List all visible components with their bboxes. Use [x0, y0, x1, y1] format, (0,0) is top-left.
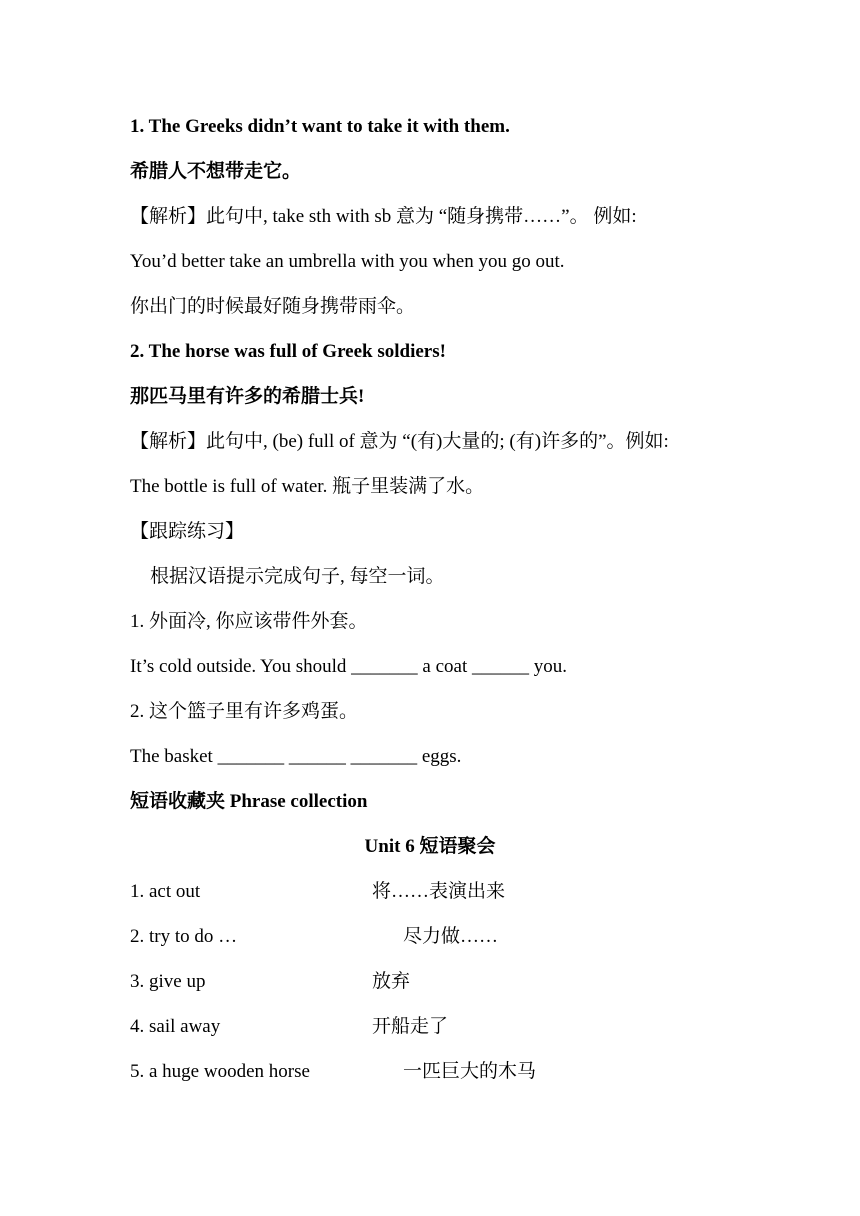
sentence-2-english: 2. The horse was full of Greek soldiers!	[130, 341, 446, 362]
sentence-2-analysis: 【解析】此句中, (be) full of 意为 “(有)大量的; (有)许多的”。例如:	[130, 431, 669, 452]
phrase-row	[130, 1012, 449, 1042]
phrase-row	[130, 922, 499, 952]
phrase-english: 5. a huge wooden horse	[130, 1061, 310, 1082]
phrase-collection-heading: 短语收藏夹 Phrase collection	[130, 791, 368, 812]
phrase-english: 4. sail away	[130, 1016, 221, 1037]
unit-title: Unit 6 短语聚会	[364, 836, 496, 857]
practice-question-1-chinese: 1. 外面冷, 你应该带件外套。	[130, 611, 368, 632]
phrase-row	[130, 877, 506, 907]
phrase-chinese: 尽力做……	[403, 926, 499, 947]
phrase-row	[130, 1057, 537, 1087]
phrase-row	[130, 967, 411, 997]
practice-instruction: 根据汉语提示完成句子, 每空一词。	[150, 566, 445, 587]
phrase-english: 1. act out	[130, 881, 201, 902]
phrase-chinese: 放弃	[372, 971, 411, 992]
phrase-chinese: 将……表演出来	[372, 881, 506, 902]
practice-question-2-chinese: 2. 这个篮子里有许多鸡蛋。	[130, 701, 359, 722]
phrase-english: 2. try to do …	[130, 926, 238, 947]
sentence-1-analysis: 【解析】此句中, take sth with sb 意为 “随身携带……”。 例如:	[130, 206, 637, 227]
sentence-1-example-chinese: 你出门的时候最好随身携带雨伞。	[130, 296, 416, 317]
sentence-1-example-english: You’d better take an umbrella with you when you go out.	[130, 251, 565, 272]
practice-question-2-english: The basket _______ ______ _______ eggs.	[130, 746, 462, 767]
sentence-2-example: The bottle is full of water. 瓶子里装满了水。	[130, 476, 485, 497]
sentence-1-chinese: 希腊人不想带走它。	[130, 161, 302, 182]
practice-question-1-english: It’s cold outside. You should _______ a coat ______ you.	[130, 656, 567, 677]
phrase-chinese: 一匹巨大的木马	[403, 1061, 537, 1082]
sentence-2-chinese: 那匹马里有许多的希腊士兵!	[130, 386, 365, 407]
practice-heading: 【跟踪练习】	[130, 521, 245, 542]
phrase-chinese: 开船走了	[372, 1016, 449, 1037]
sentence-1-english: 1. The Greeks didn’t want to take it with them.	[130, 116, 510, 137]
phrase-english: 3. give up	[130, 971, 206, 992]
